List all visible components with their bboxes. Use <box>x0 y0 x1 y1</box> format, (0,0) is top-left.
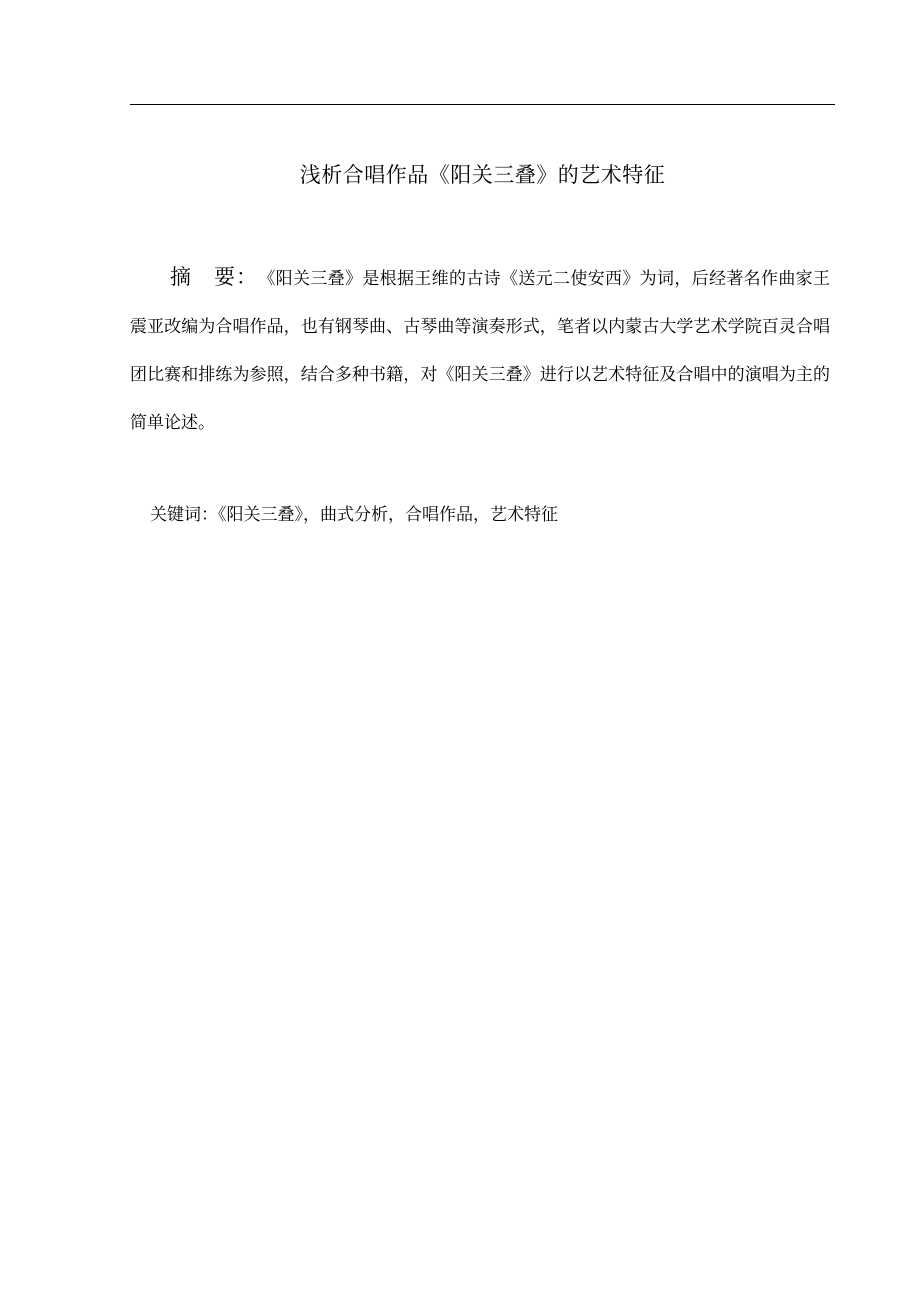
abstract-label-first: 摘 <box>170 265 192 289</box>
abstract-label-second: 要： <box>214 265 258 289</box>
abstract-text: 《阳关三叠》是根据王维的古诗《送元二使安西》为词，后经著名作曲家王震亚改编为合唱作品，也有钢琴曲、古琴曲等演奏形式，笔者以内蒙古大学艺术学院百灵合唱团比赛和排练为参照，结合多种书籍，对《阳关三叠》进行以艺术特征及合唱中的演唱为主的简单论述。 <box>130 269 830 433</box>
keywords-text: 《阳关三叠》，曲式分析，合唱作品，艺术特征 <box>218 505 558 525</box>
header-rule <box>130 104 835 105</box>
abstract-paragraph <box>130 253 830 447</box>
document-title: 浅析合唱作品《阳关三叠》的艺术特征 <box>299 163 666 187</box>
abstract-label <box>130 253 258 301</box>
keywords-line <box>150 500 830 530</box>
keywords-label: 关键词： <box>150 505 218 525</box>
